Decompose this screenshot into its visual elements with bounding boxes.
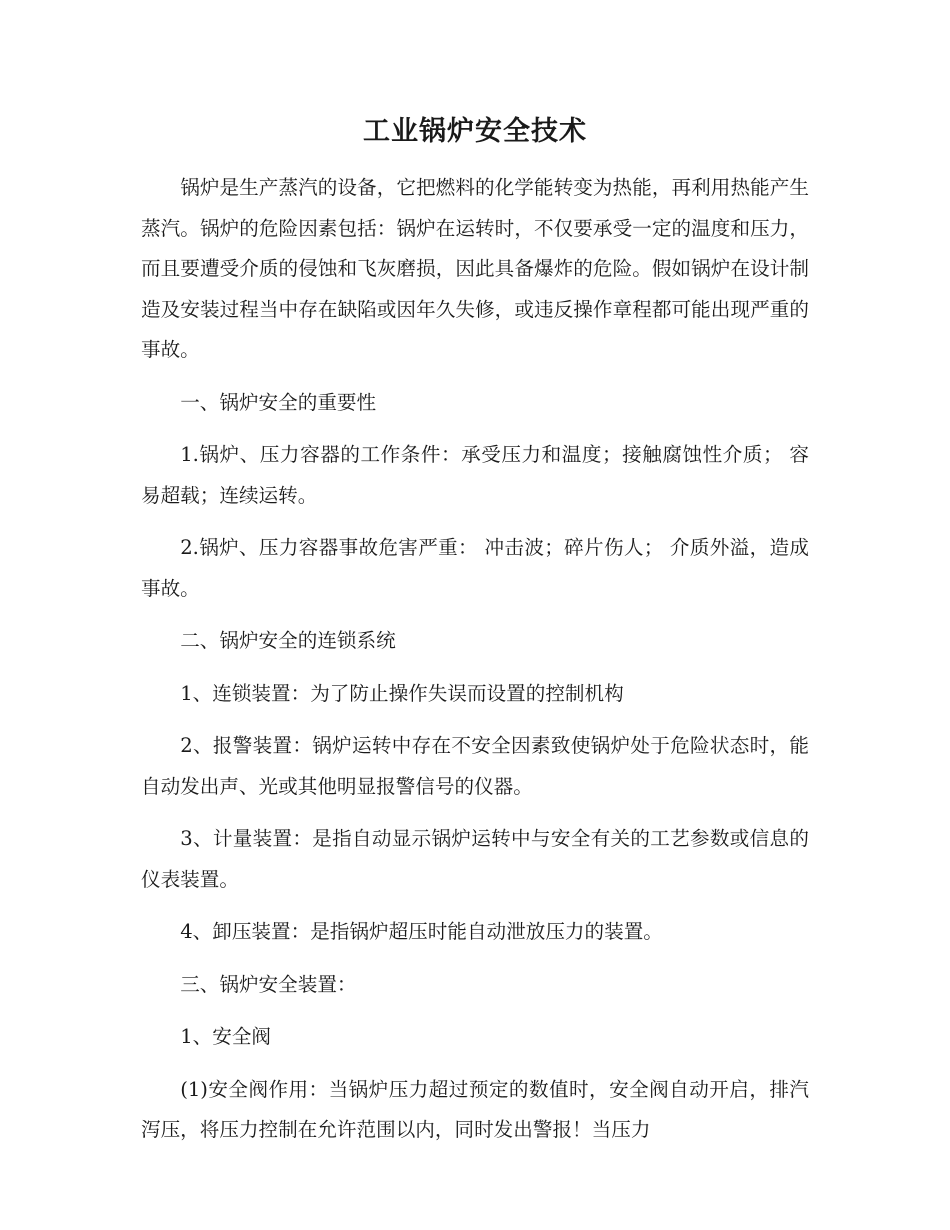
paragraph-item-3-1: 1、安全阀 — [180, 1025, 272, 1048]
paragraph-item-2-2: 2、报警装置：锅炉运转中存在不安全因素致使锅炉处于危险状态时，能自动发出声、光或其他明显报警信号的仪器。 — [141, 734, 809, 798]
paragraph-item-2-3: 3、计量装置：是指自动显示锅炉运转中与安全有关的工艺参数或信息的仪表装置。 — [141, 827, 809, 891]
paragraph-item-3-1-1: (1)安全阀作用：当锅炉压力超过预定的数值时，安全阀自动开启，排汽泻压，将压力控制在允许范围以内，同时发出警报！当压力 — [141, 1077, 809, 1141]
paragraph-item-1-1: 1.锅炉、压力容器的工作条件：承受压力和温度；接触腐蚀性介质； 容易超载；连续运转。 — [141, 443, 809, 507]
section-heading-1: 一、锅炉安全的重要性 — [180, 390, 377, 414]
paragraph-intro: 锅炉是生产蒸汽的设备，它把燃料的化学能转变为热能，再利用热能产生蒸汽。锅炉的危险因素包括：锅炉在运转时，不仅要承受一定的温度和压力，而且要遭受介质的侵蚀和飞灰磨损，因此具备爆炸的危险。假如锅炉在设计制造及安装过程当中存在缺陷或因年久失修，或违反操作章程都可能出现严重的事故。 — [141, 176, 809, 361]
document-title: 工业锅炉安全技术 — [363, 116, 587, 147]
section-heading-3: 三、锅炉安全装置： — [180, 972, 357, 996]
paragraph-item-1-2: 2.锅炉、压力容器事故危害严重： 冲击波；碎片伤人； 介质外溢，造成事故。 — [141, 536, 809, 600]
document-page — [141, 112, 809, 1163]
section-heading-2: 二、锅炉安全的连锁系统 — [180, 629, 396, 652]
paragraph-item-2-1: 1、连锁装置：为了防止操作失误而设置的控制机构 — [180, 681, 624, 705]
paragraph-item-2-4: 4、卸压装置：是指锅炉超压时能自动泄放压力的装置。 — [180, 920, 663, 943]
